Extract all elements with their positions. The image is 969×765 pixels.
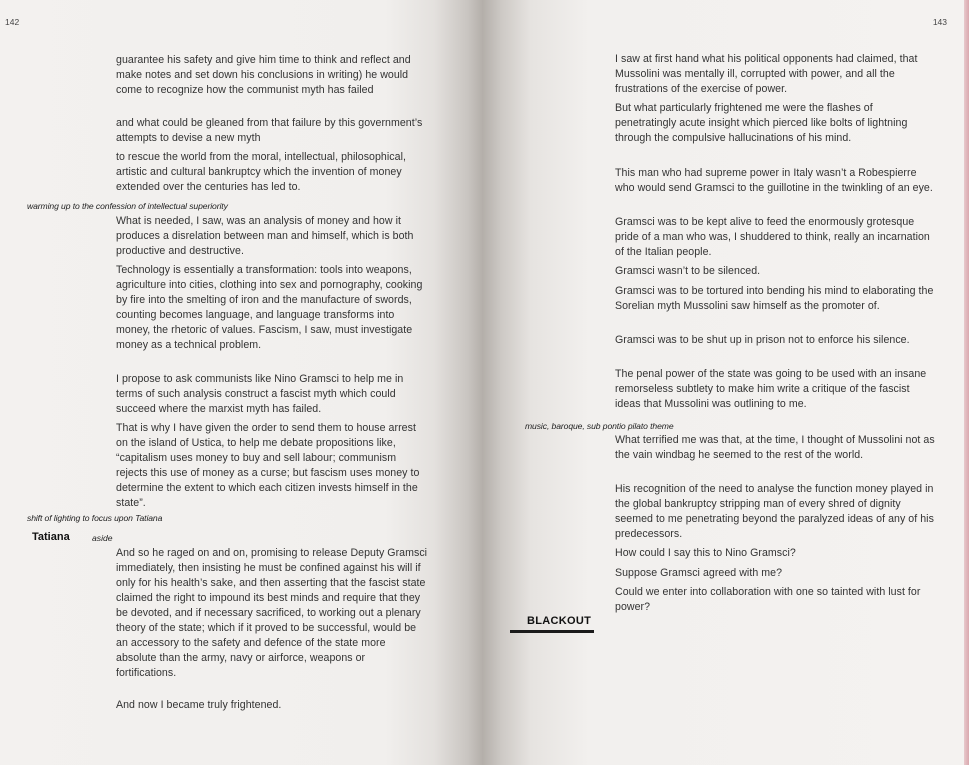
script-paragraph: Gramsci wasn’t to be silenced. [615, 265, 761, 277]
script-paragraph: I propose to ask communists like Nino Gramsci to help me in terms of such analysis construct a fascist myth which could succeed where the marxist myth has failed. [116, 373, 404, 415]
left-page [0, 0, 482, 765]
blackout-label: BLACKOUT [527, 615, 592, 627]
stage-direction: warming up to the confession of intellectual superiority [27, 201, 228, 211]
script-paragraph: And so he raged on and on, promising to release Deputy Gramsci immediately, then insisting he must be confined against his will if only for his health’s sake, and then asserting that the fascist state claimed the right to impound its best minds and require that they be devoted, and if necessary sacrificed, to working out a plenary theory of the state; which if it proved to be successful, would be an accessory to the safety and defence of the state more absolute than the army, navy or airforce, weapons or fortifications. [116, 547, 428, 679]
script-paragraph: Suppose Gramsci agreed with me? [615, 567, 783, 579]
script-paragraph: The penal power of the state was going to be used with an insane remorseless subtlety to make him write a critique of the fascist ideas that Mussolini was outlining to me. [615, 368, 927, 410]
script-paragraph: But what particularly frightened me were the flashes of penetratingly acute insight which pierced like bolts of lightning through the compulsive hallucinations of his mind. [615, 102, 908, 144]
script-paragraph: Could we enter into collaboration with one so tainted with lust for power? [615, 586, 921, 613]
blackout-underline [510, 630, 594, 633]
script-paragraph: His recognition of the need to analyse the function money played in the global bankruptcy stripping man of every shred of dignity seemed to me penetrating beyond the paralyzed ideas of any of his predecessors. [615, 483, 934, 540]
script-paragraph: Gramsci was to be kept alive to feed the enormously grotesque pride of a man who was, I shuddered to think, really an incarnation of the Italian people. [615, 216, 930, 258]
speaker-direction: aside [92, 533, 113, 543]
script-paragraph: What terrified me was that, at the time, I thought of Mussolini not as the vain windbag he seemed to the rest of the world. [615, 434, 935, 461]
page-number: 142 [5, 17, 20, 27]
script-paragraph: Gramsci was to be tortured into bending his mind to elaborating the Sorelian myth Mussolini saw himself as the promoter of. [615, 285, 934, 312]
script-paragraph: And now I became truly frightened. [116, 699, 282, 711]
script-paragraph: What is needed, I saw, was an analysis of money and how it produces a disrelation between man and himself, which is both productive and destructive. [116, 215, 414, 257]
script-paragraph: to rescue the world from the moral, intellectual, philosophical, artistic and cultural bankruptcy which the invention of money extended over the centuries has led to. [116, 151, 406, 193]
script-paragraph: Gramsci was to be shut up in prison not to enforce his silence. [615, 334, 910, 346]
speaker-name: Tatiana [32, 531, 70, 543]
script-paragraph: and what could be gleaned from that failure by this government’s attempts to devise a new myth [116, 117, 423, 144]
script-paragraph: That is why I have given the order to send them to house arrest on the island of Ustica, to help me debate propositions like, “capitalism uses money to buy and sell labour; communism rejects this use of money as a curse; but fascism uses money to determine the extent to which each citizen invests himself in the state”. [116, 422, 420, 509]
script-paragraph: Technology is essentially a transformation: tools into weapons, agriculture into cities, clothing into sex and pornography, cooking by fire into the smelting of iron and the manufacture of swords, counting becomes language, and language transforms into money, the rhetoric of values. Fascism, I saw, must investigate money as a technical problem. [116, 264, 423, 351]
right-page [482, 0, 969, 765]
stage-direction: shift of lighting to focus upon Tatiana [27, 513, 163, 523]
script-paragraph: This man who had supreme power in Italy wasn’t a Robespierre who would send Gramsci to the guillotine in the twinkling of an eye. [615, 167, 933, 194]
script-paragraph: How could I say this to Nino Gramsci? [615, 547, 796, 559]
script-paragraph: I saw at first hand what his political opponents had claimed, that Mussolini was mentally ill, corrupted with power, and all the frustrations of the exercise of power. [615, 53, 918, 95]
stage-direction: music, baroque, sub pontio pilato theme [525, 421, 674, 431]
page-number: 143 [932, 17, 947, 27]
script-paragraph: guarantee his safety and give him time to think and reflect and make notes and set down his conclusions in writing) he would come to recognize how the communist myth has failed [116, 54, 411, 96]
